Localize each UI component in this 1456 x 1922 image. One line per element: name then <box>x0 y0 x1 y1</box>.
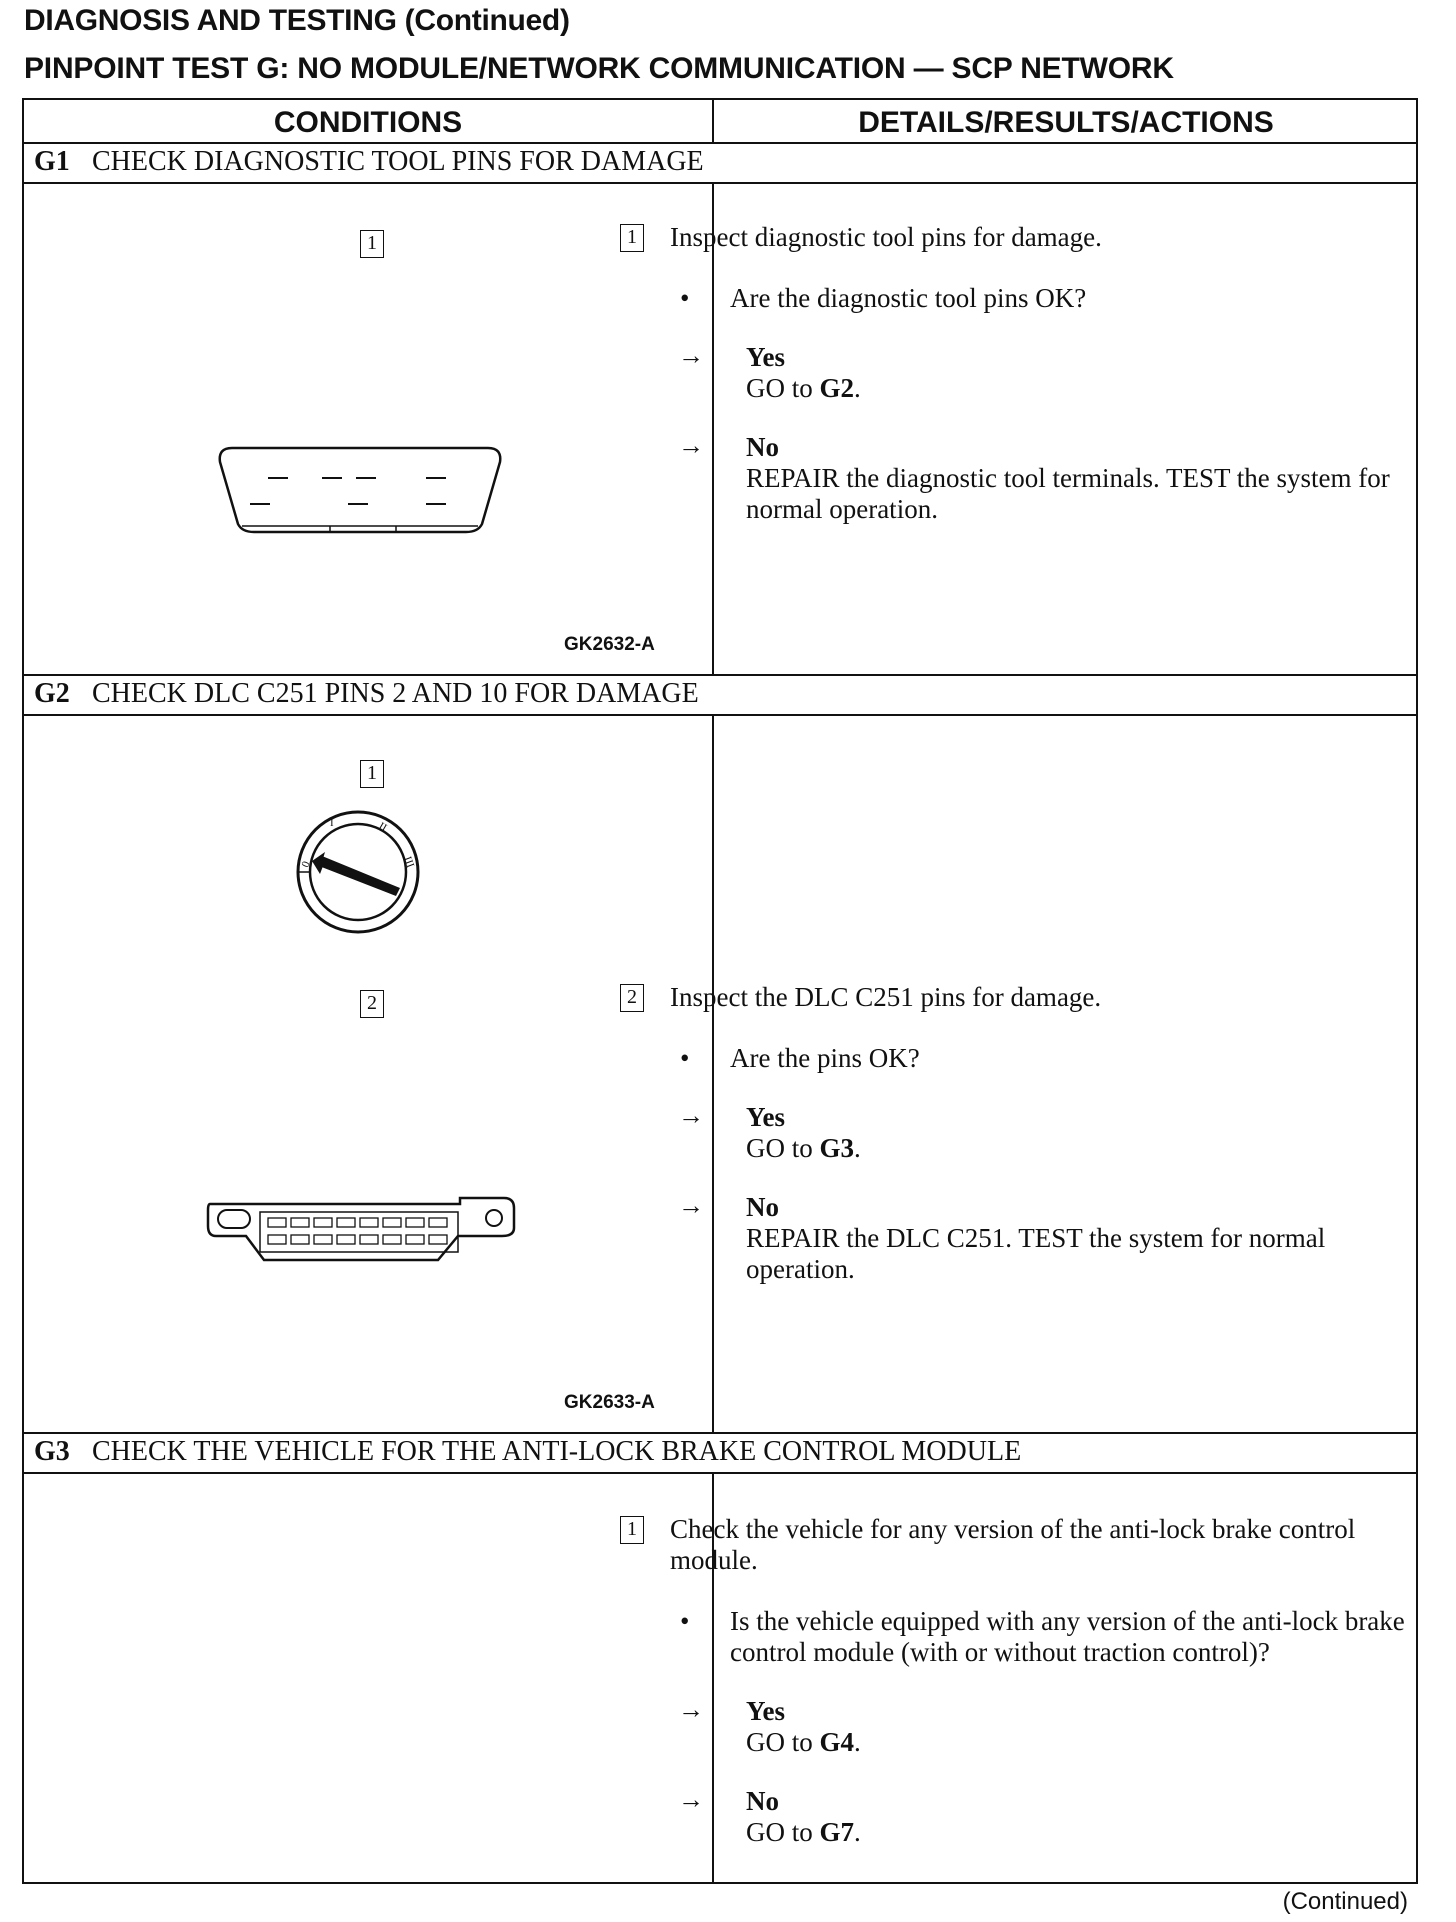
no-action: REPAIR the diagnostic tool terminals. TEST the system for normal operation. <box>746 463 1390 524</box>
instruction-text: Check the vehicle for any version of the anti-lock brake control module. <box>670 1514 1356 1575</box>
yes-target: G4 <box>819 1727 855 1757</box>
arrow-right-icon: → <box>678 431 704 460</box>
pinpoint-test-table <box>22 98 1418 1884</box>
step-g1-details <box>612 222 1412 525</box>
no-action: GO to <box>746 1817 813 1847</box>
bullet-icon: • <box>680 1043 690 1073</box>
question-text: Is the vehicle equipped with any version of the anti-lock brake control module (with or without traction control)? <box>730 1606 1405 1667</box>
answer-no <box>612 1192 1412 1285</box>
step-g3-details <box>612 1514 1412 1848</box>
yes-label: Yes <box>746 1102 785 1132</box>
question-text: Are the diagnostic tool pins OK? <box>730 283 1087 313</box>
instruction <box>612 1514 1412 1576</box>
answer-no: → No GO to G7. <box>612 1786 1412 1848</box>
no-target: G7 <box>819 1817 855 1847</box>
page-header: DIAGNOSIS AND TESTING (Continued) <box>24 4 570 37</box>
arrow-right-icon: → <box>678 341 704 370</box>
arrow-right-icon: → <box>678 1695 704 1724</box>
step-g1-title-text: CHECK DIAGNOSTIC TOOL PINS FOR DAMAGE <box>92 146 704 177</box>
instruction <box>612 982 1412 1013</box>
arrow-right-icon: → <box>678 1101 704 1130</box>
ignition-pos-3: III <box>401 854 417 870</box>
instruction-text: Inspect diagnostic tool pins for damage. <box>670 222 1102 252</box>
no-label: No <box>746 1192 779 1222</box>
dlc-connector-icon <box>202 1196 518 1276</box>
diagnostic-tool-connector-icon <box>210 440 510 540</box>
yes-action: GO to <box>746 373 813 403</box>
step-g3-title-text: CHECK THE VEHICLE FOR THE ANTI-LOCK BRAKE CONTROL MODULE <box>92 1436 1022 1467</box>
step-g1-id: G1 <box>34 146 70 177</box>
step-g2-title <box>34 678 699 710</box>
question <box>612 1043 1412 1074</box>
ignition-switch-icon <box>292 806 424 938</box>
conditions-column-header: CONDITIONS <box>273 106 463 139</box>
step-g2-id: G2 <box>34 678 70 709</box>
question <box>612 1606 1412 1668</box>
yes-label: Yes <box>746 1696 785 1726</box>
step-g3-title <box>34 1436 1021 1468</box>
question-text: Are the pins OK? <box>730 1043 920 1073</box>
figure-code-g2: GK2633-A <box>564 1392 655 1413</box>
test-title: PINPOINT TEST G: NO MODULE/NETWORK COMMUNICATION — SCP NETWORK <box>24 52 1174 85</box>
instruction-number: 1 <box>620 1516 644 1544</box>
figure-callout-1: 1 <box>360 230 384 258</box>
step-g1-title <box>34 146 704 178</box>
ignition-pos-2: II <box>376 820 389 835</box>
answer-yes: → Yes GO to G4. <box>612 1696 1412 1758</box>
arrow-right-icon: → <box>678 1785 704 1814</box>
bullet-icon: • <box>680 283 690 313</box>
instruction <box>612 222 1412 253</box>
yes-target: G2 <box>819 373 855 403</box>
figure-callout-1: 1 <box>360 760 384 788</box>
step-g2-title-text: CHECK DLC C251 PINS 2 AND 10 FOR DAMAGE <box>92 678 699 709</box>
yes-label: Yes <box>746 342 785 372</box>
arrow-right-icon: → <box>678 1191 704 1220</box>
yes-action: GO to <box>746 1133 813 1163</box>
figure-code-g1: GK2632-A <box>564 634 655 655</box>
no-action: REPAIR the DLC C251. TEST the system for normal operation. <box>746 1223 1326 1284</box>
ignition-pos-0: 0 <box>299 859 313 870</box>
instruction-text: Inspect the DLC C251 pins for damage. <box>670 982 1102 1012</box>
yes-target: G3 <box>819 1133 855 1163</box>
ignition-pos-1: I <box>330 817 334 829</box>
answer-yes: → Yes GO to G2. <box>612 342 1412 404</box>
question <box>612 283 1412 314</box>
continued-label: (Continued) <box>1282 1888 1408 1915</box>
answer-yes: → Yes GO to G3. <box>612 1102 1412 1164</box>
no-label: No <box>746 432 779 462</box>
step-g3-id: G3 <box>34 1436 70 1467</box>
bullet-icon: • <box>680 1606 690 1636</box>
figure-callout-2: 2 <box>360 990 384 1018</box>
instruction-number: 2 <box>620 984 644 1012</box>
answer-no <box>612 432 1412 525</box>
details-column-header: DETAILS/RESULTS/ACTIONS <box>858 106 1274 139</box>
no-label: No <box>746 1786 779 1816</box>
instruction-number: 1 <box>620 224 644 252</box>
yes-action: GO to <box>746 1727 813 1757</box>
step-g2-details <box>612 982 1412 1285</box>
